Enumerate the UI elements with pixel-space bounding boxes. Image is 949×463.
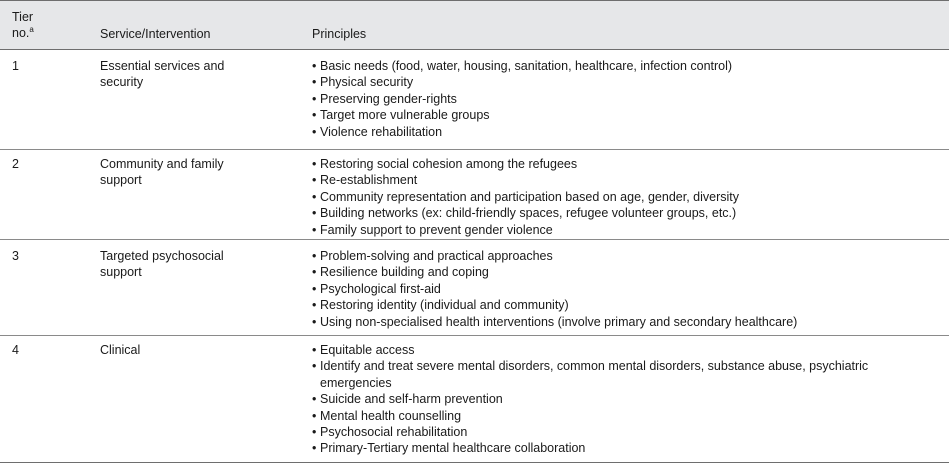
principle-item: • Community representation and participation based on age, gender, diversity	[312, 189, 942, 205]
principle-item: • Preserving gender-rights	[312, 91, 942, 107]
principle-item: • Family support to prevent gender violence	[312, 222, 942, 238]
row-service: Essential services and security	[100, 59, 225, 90]
row-tier-number: 3	[12, 249, 19, 263]
principle-item: • Building networks (ex: child-friendly spaces, refugee volunteer groups, etc.)	[312, 205, 942, 221]
table-header	[0, 0, 949, 50]
row-service: Community and family support	[100, 157, 224, 188]
principle-item: • Violence rehabilitation	[312, 124, 942, 140]
principle-item: • Resilience building and coping	[312, 264, 942, 280]
row-tier-number: 1	[12, 59, 19, 73]
principle-item: • Using non-specialised health interventions (involve primary and secondary healthcare)	[312, 314, 942, 330]
row-principles	[312, 58, 942, 140]
header-tier-no	[12, 9, 34, 41]
principle-item: • Psychological first-aid	[312, 281, 942, 297]
header-tier-line2: no.	[12, 26, 30, 40]
row-tier-number: 2	[12, 157, 19, 171]
row-service: Targeted psychosocial support	[100, 249, 224, 280]
principle-item: • Physical security	[312, 74, 942, 90]
principle-item: • Suicide and self-harm prevention	[312, 391, 942, 407]
principle-item: • Primary-Tertiary mental healthcare collaboration	[312, 440, 942, 456]
principle-item: • Re-establishment	[312, 172, 942, 188]
table-row-tier-3	[0, 240, 949, 336]
row-principles	[312, 248, 942, 330]
header-tier-line1: Tier	[12, 10, 34, 24]
principle-item: • Identify and treat severe mental disorders, common mental disorders, substance abuse, psychiatric emergencies	[312, 358, 942, 391]
row-principles	[312, 156, 942, 238]
principle-item: • Equitable access	[312, 342, 942, 358]
principle-item: • Psychosocial rehabilitation	[312, 424, 942, 440]
row-service: Clinical	[100, 343, 141, 357]
principle-item: • Mental health counselling	[312, 408, 942, 424]
row-principles	[312, 342, 942, 457]
principle-item: • Restoring social cohesion among the refugees	[312, 156, 942, 172]
principle-item: • Basic needs (food, water, housing, sanitation, healthcare, infection control)	[312, 58, 942, 74]
header-service: Service/Intervention	[100, 27, 211, 41]
table-row-tier-1	[0, 50, 949, 150]
table-row-tier-2	[0, 150, 949, 240]
principle-item: • Problem-solving and practical approaches	[312, 248, 942, 264]
table-row-tier-4	[0, 336, 949, 463]
header-tier-footnote-mark: a	[29, 25, 34, 34]
principle-item: • Restoring identity (individual and community)	[312, 297, 942, 313]
principle-item: • Target more vulnerable groups	[312, 107, 942, 123]
header-principles: Principles	[312, 27, 367, 41]
row-tier-number: 4	[12, 343, 19, 357]
